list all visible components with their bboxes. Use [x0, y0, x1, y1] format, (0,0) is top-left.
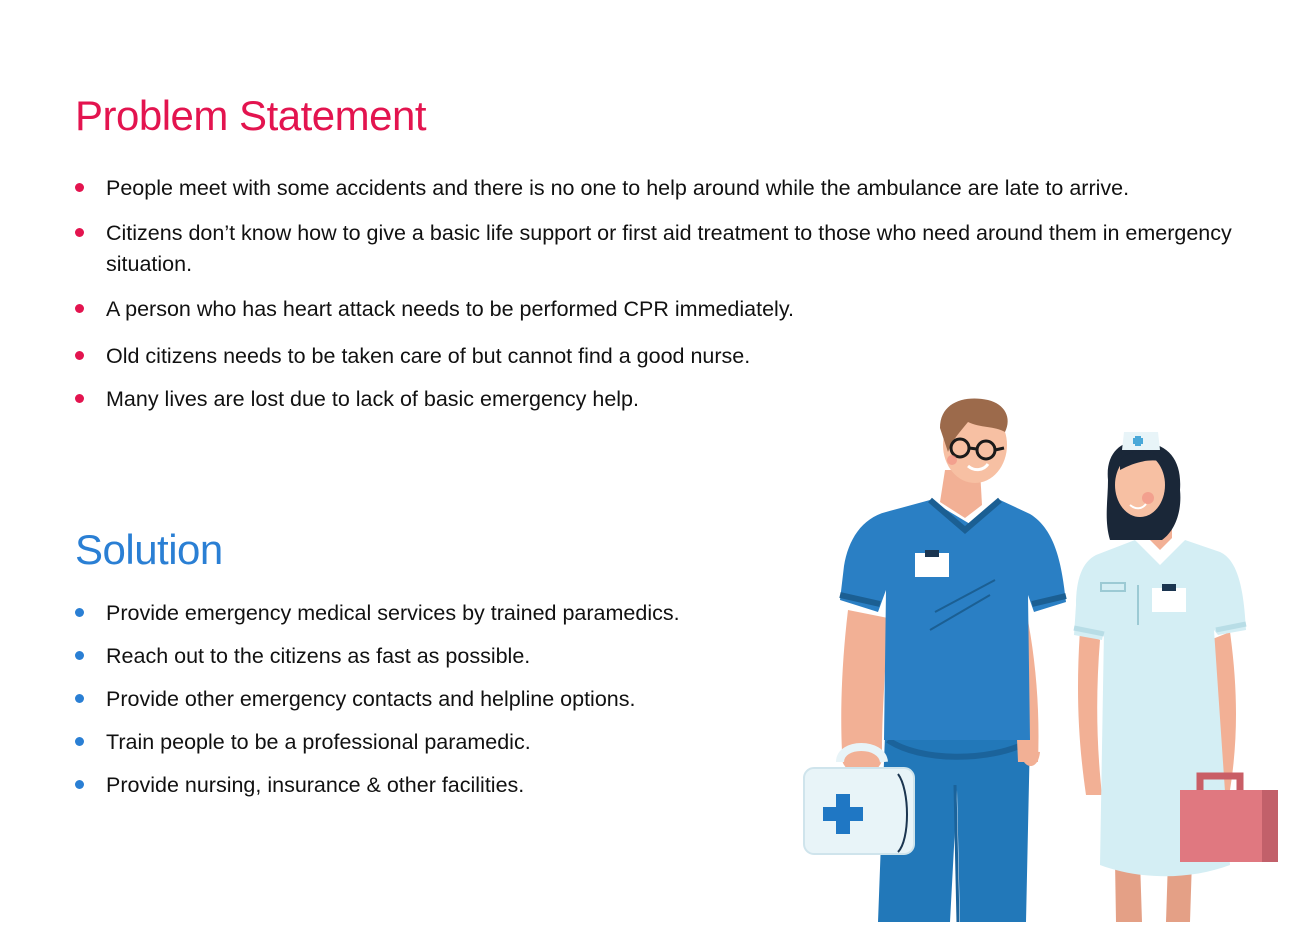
bullet-icon: [75, 737, 84, 746]
medical-staff-illustration: [790, 390, 1290, 925]
bullet-icon: [75, 780, 84, 789]
list-item: [75, 341, 1235, 372]
bullet-icon: [75, 694, 84, 703]
list-item-text: Train people to be a professional paramedic.: [106, 730, 531, 754]
list-item-text: A person who has heart attack needs to be performed CPR immediately.: [106, 297, 794, 321]
list-item: [75, 294, 1235, 325]
list-item-text: Provide emergency medical services by trained paramedics.: [106, 601, 680, 625]
list-item-text: Provide other emergency contacts and helpline options.: [106, 687, 636, 711]
bullet-icon: [75, 351, 84, 360]
bullet-icon: [75, 183, 84, 192]
list-item: [75, 218, 1235, 280]
bullet-icon: [75, 651, 84, 660]
list-item-text: Provide nursing, insurance & other facilities.: [106, 773, 525, 797]
list-item-text: Citizens don’t know how to give a basic life support or first aid treatment to those who need around them in emergency situation.: [106, 221, 1232, 276]
list-item-text: Old citizens needs to be taken care of but cannot find a good nurse.: [106, 344, 751, 368]
bullet-icon: [75, 228, 84, 237]
list-item-text: People meet with some accidents and there is no one to help around while the ambulance are late to arrive.: [106, 176, 1130, 200]
list-item-text: Reach out to the citizens as fast as possible.: [106, 644, 531, 668]
solution-title: Solution: [75, 526, 223, 573]
bullet-icon: [75, 608, 84, 617]
bullet-icon: [75, 394, 84, 403]
list-item: [75, 173, 1235, 204]
list-item-text: Many lives are lost due to lack of basic emergency help.: [106, 387, 639, 411]
problem-statement-title: Problem Statement: [75, 92, 427, 139]
bullet-icon: [75, 304, 84, 313]
